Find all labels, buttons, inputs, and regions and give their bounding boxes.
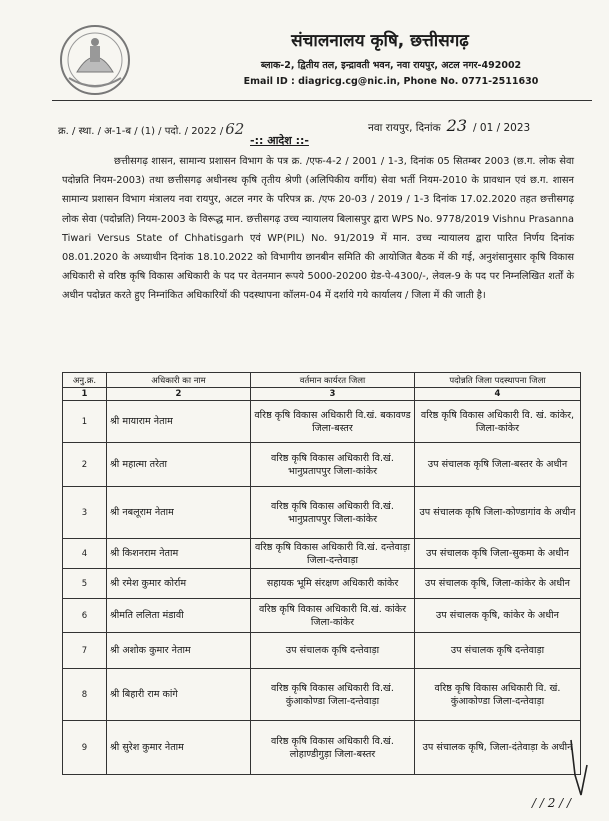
index-cell: 1 (63, 388, 107, 401)
new-posting-cell: उप संचालक कृषि जिला-कोण्डागांव के अधीन (415, 487, 581, 539)
officer-name-cell: श्री रमेश कुमार कोर्राम (107, 569, 251, 599)
index-cell: 2 (107, 388, 251, 401)
officer-name-cell: श्री किशनराम नेताम (107, 539, 251, 569)
new-posting-cell: उप संचालक कृषि, कांकेर के अधीन (415, 599, 581, 633)
current-posting-cell: वरिष्ठ कृषि विकास अधिकारी वि.खं. कुंआकोण्डा जिला-दन्तेवाड़ा (251, 669, 415, 721)
index-cell: 4 (415, 388, 581, 401)
department-title: संचालनालय कृषि, छत्तीसगढ़ (291, 31, 469, 51)
date-prefix: नवा रायपुर, दिनांक (368, 122, 441, 134)
column-header-serial: अनु.क्र. (63, 373, 107, 388)
order-body-text: छत्तीसगढ़ शासन, सामान्य प्रशासन विभाग के पत्र क्र. /एफ-4-2 / 2001 / 1-3, दिनांक 05 सितम्बर 2003 (छ.ग. लोक सेवा पदोन्नति नियम-2003) तथा छत्तीसगढ़ अधीनस्थ कृषि तृतीय श्रेणी (अलिपिकीय वर्गीय) सेवा भर्ती नियम-2010 के प्रावधान एवं छ.ग. शासन सामान्य प्रशासन विभाग मंत्रालय नवा रायपुर, अटल नगर के परिपत्र क्र. /एफ 20-03 / 2019 / 1-3 दिनांक 17.02.2020 तहत छत्तीसगढ़ लोक सेवा (पदोन्नति) नियम-2003 के विरूद्ध मान. छत्तीसगढ़ उच्च न्यायालय बिलासपुर द्वारा WPS No. 9778/2019 Vishnu Prasanna Tiwari Versus State of Chhatisgarh एवं WP(PIL) No. 91/2019 में मान. उच्च न्यायालय द्वारा पारित निर्णय दिनांक 08.01.2020 के अध्याधीन दिनांक 18.10.2022 को विभागीय छानबीन समिति की आयोजित बैठक में की गई, अनुशंसानुसार कृषि विकास अधिकारी से वरिष्ठ कृषि विकास अधिकारी के पद पर वेतनमान रूपये 5000-20200 ग्रेड-पे-4300/-, लेवल-9 के पद पर निम्नलिखित शर्तों के अधीन पदोन्नत करते हुए निम्नांकित अधिकारियों की पदस्थापना कॉलम-04 में दर्शाये गये कार्यालय / जिला में की जाती है। (62, 156, 574, 302)
date-suffix: / 01 / 2023 (473, 122, 531, 134)
officer-posting-table (62, 372, 581, 775)
current-posting-cell: वरिष्ठ कृषि विकास अधिकारी वि.खं. दन्तेवाड़ा जिला-दन्तेवाड़ा (251, 539, 415, 569)
reference-prefix: क्र. / स्था. / अ-1-ब / (1) / पदो. / 2022 / (58, 126, 224, 137)
table-row (63, 633, 581, 669)
column-header-current-district: वर्तमान कार्यरत जिला (251, 373, 415, 388)
new-posting-cell: वरिष्ठ कृषि विकास अधिकारी वि. खं. कुंआकोण्डा जिला-दन्तेवाड़ा (415, 669, 581, 721)
new-posting-cell: उप संचालक कृषि दन्तेवाड़ा (415, 633, 581, 669)
new-posting-cell: उप संचालक कृषि जिला-सुकमा के अधीन (415, 539, 581, 569)
officer-name-cell: श्री मायाराम नेताम (107, 401, 251, 443)
serial-cell: 7 (63, 633, 107, 669)
serial-cell: 4 (63, 539, 107, 569)
officer-name-cell: श्री अशोक कुमार नेताम (107, 633, 251, 669)
table-row (63, 669, 581, 721)
serial-cell: 6 (63, 599, 107, 633)
reference-handwritten-number: 62 (225, 120, 245, 138)
table-row (63, 539, 581, 569)
reference-number (58, 120, 244, 138)
order-date (368, 116, 530, 135)
table-row (63, 721, 581, 775)
serial-cell: 9 (63, 721, 107, 775)
header-divider (52, 100, 592, 101)
table-row (63, 599, 581, 633)
serial-cell: 5 (63, 569, 107, 599)
index-cell: 3 (251, 388, 415, 401)
current-posting-cell: वरिष्ठ कृषि विकास अधिकारी वि.खं. कांकेर जिला-कांकेर (251, 599, 415, 633)
column-header-name: अधिकारी का नाम (107, 373, 251, 388)
order-heading: -:: आदेश ::- (250, 134, 309, 147)
department-address: ब्लाक-2, द्वितीय तल, इन्द्रावती भवन, नवा रायपुर, अटल नगर-492002 (260, 60, 522, 71)
current-posting-cell: वरिष्ठ कृषि विकास अधिकारी वि.खं. लोहाण्डीगुड़ा जिला-बस्तर (251, 721, 415, 775)
column-header-posting-district: पदोन्नति जिला पदस्थापना जिला (415, 373, 581, 388)
new-posting-cell: उप संचालक कृषि, जिला-दंतेवाड़ा के अधीन (415, 721, 581, 775)
serial-cell: 1 (63, 401, 107, 443)
officer-name-cell: श्री बिहारी राम कांगे (107, 669, 251, 721)
serial-cell: 2 (63, 443, 107, 487)
signature-mark-icon (565, 735, 605, 805)
new-posting-cell: उप संचालक कृषि, जिला-कांकेर के अधीन (415, 569, 581, 599)
table-row (63, 443, 581, 487)
current-posting-cell: वरिष्ठ कृषि विकास अधिकारी वि.खं. भानुप्रतापपुर जिला-कांकेर (251, 487, 415, 539)
current-posting-cell: वरिष्ठ कृषि विकास अधिकारी वि.खं. भानुप्रतापपुर जिला-कांकेर (251, 443, 415, 487)
date-handwritten-day: 23 (446, 116, 468, 135)
officer-name-cell: श्रीमति ललिता मंडावी (107, 599, 251, 633)
table-row (63, 401, 581, 443)
current-posting-cell: वरिष्ठ कृषि विकास अधिकारी वि.खं. बकावण्ड जिला-बस्तर (251, 401, 415, 443)
chhattisgarh-emblem-icon (55, 22, 135, 100)
new-posting-cell: उप संचालक कृषि जिला-बस्तर के अधीन (415, 443, 581, 487)
page-number: / / 2 / / (532, 796, 572, 810)
serial-cell: 3 (63, 487, 107, 539)
officer-name-cell: श्री महात्मा तरेता (107, 443, 251, 487)
current-posting-cell: सहायक भूमि संरक्षण अधिकारी कांकेर (251, 569, 415, 599)
table-index-row (63, 388, 581, 401)
officer-name-cell: श्री सुरेश कुमार नेताम (107, 721, 251, 775)
new-posting-cell: वरिष्ठ कृषि विकास अधिकारी वि. खं. कांकेर, जिला-कांकेर (415, 401, 581, 443)
current-posting-cell: उप संचालक कृषि दन्तेवाड़ा (251, 633, 415, 669)
serial-cell: 8 (63, 669, 107, 721)
officer-name-cell: श्री नबलूराम नेताम (107, 487, 251, 539)
table-row (63, 569, 581, 599)
department-contact: Email ID : diagricg.cg@nic.in, Phone No. 0771-2511630 (243, 76, 539, 87)
table-header-row (63, 373, 581, 388)
table-row (63, 487, 581, 539)
